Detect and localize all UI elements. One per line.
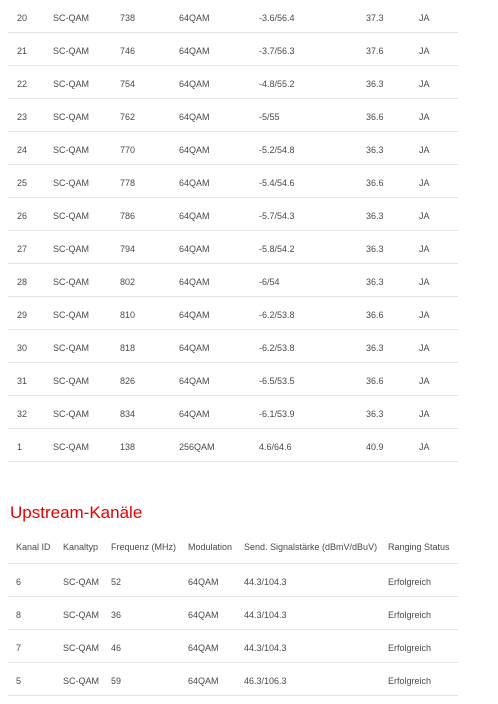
- snr-cell: 36.6: [366, 310, 384, 320]
- transmit-power-cell: 46.3/106.3: [244, 676, 287, 686]
- modulation-cell: 64QAM: [179, 79, 210, 89]
- power-level-cell: -5.8/54.2: [259, 244, 295, 254]
- modulation-cell: 64QAM: [179, 343, 210, 353]
- lock-status-cell: JA: [419, 277, 430, 287]
- modulation-cell: 64QAM: [179, 409, 210, 419]
- table-row: [8, 231, 458, 264]
- frequency-cell: 762: [120, 112, 136, 122]
- frequency-cell: 778: [120, 178, 136, 188]
- modulation-cell: 64QAM: [188, 643, 219, 653]
- lock-status-cell: JA: [419, 376, 430, 386]
- frequency-cell: 786: [120, 211, 136, 221]
- table-row: [8, 165, 458, 198]
- power-level-cell: -3.7/56.3: [259, 46, 295, 56]
- channel-id-cell: 24: [17, 145, 28, 155]
- power-level-cell: 4.6/64.6: [259, 442, 292, 452]
- channel-type-cell: SC-QAM: [53, 310, 89, 320]
- snr-cell: 40.9: [366, 442, 384, 452]
- power-level-cell: -6.5/53.5: [259, 376, 295, 386]
- frequency-cell: 138: [120, 442, 136, 452]
- channel-id-cell: 7: [16, 643, 22, 653]
- channel-type-cell: SC-QAM: [63, 610, 99, 620]
- channel-type-cell: SC-QAM: [53, 112, 89, 122]
- transmit-power-cell: 44.3/104.3: [244, 577, 287, 587]
- table-row: [8, 330, 458, 363]
- modulation-cell: 64QAM: [179, 112, 210, 122]
- lock-status-cell: JA: [419, 310, 430, 320]
- frequency-cell: 770: [120, 145, 136, 155]
- power-level-cell: -5.2/54.8: [259, 145, 295, 155]
- modulation-cell: 64QAM: [179, 13, 210, 23]
- modulation-cell: 64QAM: [188, 676, 219, 686]
- power-level-cell: -5.4/54.6: [259, 178, 295, 188]
- channel-type-cell: SC-QAM: [53, 244, 89, 254]
- snr-cell: 36.3: [366, 277, 384, 287]
- snr-cell: 36.3: [366, 244, 384, 254]
- modulation-cell: 64QAM: [179, 145, 210, 155]
- channel-type-cell: SC-QAM: [53, 211, 89, 221]
- channel-type-cell: SC-QAM: [53, 376, 89, 386]
- modulation-cell: 64QAM: [179, 244, 210, 254]
- modulation-cell: 64QAM: [179, 376, 210, 386]
- channel-id-cell: 29: [17, 310, 28, 320]
- snr-cell: 36.3: [366, 79, 384, 89]
- lock-status-cell: JA: [419, 178, 430, 188]
- transmit-power-cell: 44.3/104.3: [244, 610, 287, 620]
- frequency-cell: 834: [120, 409, 136, 419]
- lock-status-cell: JA: [419, 442, 430, 452]
- channel-id-cell: 26: [17, 211, 28, 221]
- channel-id-cell: 8: [16, 610, 22, 620]
- header-ranging-status: Ranging Status: [388, 542, 450, 552]
- header-channel-type: Kanaltyp: [63, 542, 99, 552]
- header-channel-id: Kanal ID: [16, 542, 51, 552]
- power-level-cell: -6.2/53.8: [259, 310, 295, 320]
- modulation-cell: 64QAM: [179, 277, 210, 287]
- table-row: [8, 396, 458, 429]
- lock-status-cell: JA: [419, 13, 430, 23]
- frequency-cell: 36: [111, 610, 122, 620]
- table-row: [8, 99, 458, 132]
- modulation-cell: 64QAM: [179, 178, 210, 188]
- channel-type-cell: SC-QAM: [53, 79, 89, 89]
- frequency-cell: 738: [120, 13, 136, 23]
- channel-type-cell: SC-QAM: [53, 277, 89, 287]
- channel-type-cell: SC-QAM: [53, 46, 89, 56]
- snr-cell: 37.3: [366, 13, 384, 23]
- channel-id-cell: 20: [17, 13, 28, 23]
- channel-id-cell: 32: [17, 409, 28, 419]
- lock-status-cell: JA: [419, 343, 430, 353]
- channel-type-cell: SC-QAM: [53, 178, 89, 188]
- frequency-cell: 754: [120, 79, 136, 89]
- frequency-cell: 826: [120, 376, 136, 386]
- table-row: [8, 66, 458, 99]
- ranging-status-cell: Erfolgreich: [388, 676, 432, 686]
- table-row: [8, 564, 458, 597]
- channel-id-cell: 28: [17, 277, 28, 287]
- channel-id-cell: 1: [17, 442, 23, 452]
- power-level-cell: -3.6/56.4: [259, 13, 295, 23]
- table-row: [8, 663, 458, 696]
- table-row: [8, 132, 458, 165]
- table-header-row: [8, 530, 458, 564]
- channel-id-cell: 25: [17, 178, 28, 188]
- frequency-cell: 52: [111, 577, 122, 587]
- power-level-cell: -5/55: [259, 112, 280, 122]
- channel-id-cell: 22: [17, 79, 28, 89]
- power-level-cell: -5.7/54.3: [259, 211, 295, 221]
- table-row: [8, 0, 458, 33]
- header-frequency: Frequenz (MHz): [111, 542, 177, 552]
- channel-type-cell: SC-QAM: [53, 409, 89, 419]
- frequency-cell: 802: [120, 277, 136, 287]
- lock-status-cell: JA: [419, 79, 430, 89]
- ranging-status-cell: Erfolgreich: [388, 610, 432, 620]
- snr-cell: 36.6: [366, 376, 384, 386]
- channel-type-cell: SC-QAM: [53, 145, 89, 155]
- frequency-cell: 46: [111, 643, 122, 653]
- table-row: [8, 297, 458, 330]
- frequency-cell: 794: [120, 244, 136, 254]
- channel-id-cell: 23: [17, 112, 28, 122]
- channel-type-cell: SC-QAM: [53, 442, 89, 452]
- header-modulation: Modulation: [188, 542, 233, 552]
- upstream-section-title: Upstream-Kanäle: [10, 503, 143, 522]
- lock-status-cell: JA: [419, 244, 430, 254]
- channel-id-cell: 6: [16, 577, 22, 587]
- snr-cell: 36.6: [366, 178, 384, 188]
- power-level-cell: -4.8/55.2: [259, 79, 295, 89]
- channel-id-cell: 31: [17, 376, 28, 386]
- transmit-power-cell: 44.3/104.3: [244, 643, 287, 653]
- upstream-table: [8, 530, 458, 696]
- table-row: [8, 264, 458, 297]
- channel-type-cell: SC-QAM: [63, 643, 99, 653]
- modulation-cell: 64QAM: [179, 310, 210, 320]
- frequency-cell: 746: [120, 46, 136, 56]
- power-level-cell: -6.2/53.8: [259, 343, 295, 353]
- channel-type-cell: SC-QAM: [63, 577, 99, 587]
- table-row: [8, 198, 458, 231]
- snr-cell: 36.3: [366, 211, 384, 221]
- snr-cell: 36.3: [366, 145, 384, 155]
- lock-status-cell: JA: [419, 46, 430, 56]
- table-row: [8, 429, 458, 462]
- lock-status-cell: JA: [419, 112, 430, 122]
- frequency-cell: 818: [120, 343, 136, 353]
- power-level-cell: -6.1/53.9: [259, 409, 295, 419]
- channel-type-cell: SC-QAM: [63, 676, 99, 686]
- table-row: [8, 630, 458, 663]
- ranging-status-cell: Erfolgreich: [388, 577, 432, 587]
- channel-id-cell: 30: [17, 343, 28, 353]
- frequency-cell: 810: [120, 310, 136, 320]
- table-row: [8, 33, 458, 66]
- table-row: [8, 363, 458, 396]
- modulation-cell: 64QAM: [179, 211, 210, 221]
- table-row: [8, 597, 458, 630]
- snr-cell: 37.6: [366, 46, 384, 56]
- channel-id-cell: 5: [16, 676, 22, 686]
- channel-type-cell: SC-QAM: [53, 343, 89, 353]
- ranging-status-cell: Erfolgreich: [388, 643, 432, 653]
- lock-status-cell: JA: [419, 409, 430, 419]
- channel-id-cell: 27: [17, 244, 28, 254]
- frequency-cell: 59: [111, 676, 122, 686]
- channel-type-cell: SC-QAM: [53, 13, 89, 23]
- channel-id-cell: 21: [17, 46, 28, 56]
- power-level-cell: -6/54: [259, 277, 280, 287]
- modulation-cell: 64QAM: [188, 610, 219, 620]
- modulation-cell: 64QAM: [188, 577, 219, 587]
- modulation-cell: 64QAM: [179, 46, 210, 56]
- snr-cell: 36.3: [366, 343, 384, 353]
- modulation-cell: 256QAM: [179, 442, 215, 452]
- header-transmit-power: Send. Signalstärke (dBmV/dBuV): [244, 542, 378, 552]
- snr-cell: 36.6: [366, 112, 384, 122]
- lock-status-cell: JA: [419, 145, 430, 155]
- lock-status-cell: JA: [419, 211, 430, 221]
- snr-cell: 36.3: [366, 409, 384, 419]
- downstream-table: [8, 0, 458, 462]
